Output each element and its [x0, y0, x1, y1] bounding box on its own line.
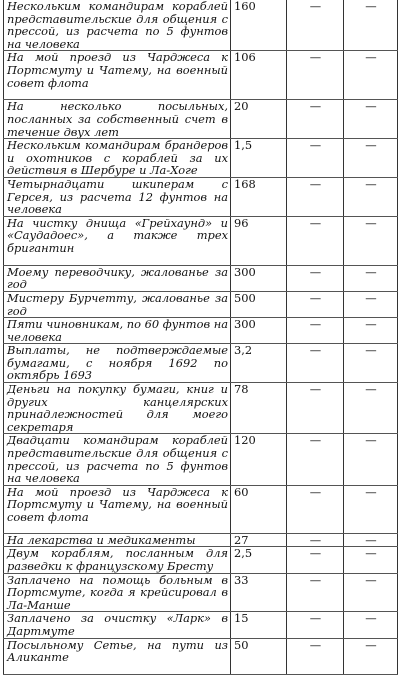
empty-column-cell: —	[287, 51, 344, 100]
table-row	[4, 139, 398, 178]
table-row	[4, 51, 398, 100]
empty-column-cell: —	[287, 638, 344, 674]
amount-cell: 106	[231, 51, 287, 100]
description-cell: Нескольким командирам брандеров и охотников с кораблей за их действия в Шербуре и Ла-Хоге	[4, 139, 231, 178]
table-row	[4, 344, 398, 383]
expense-ledger-table	[3, 0, 398, 675]
empty-column-cell: —	[344, 100, 398, 139]
empty-column-cell: —	[344, 177, 398, 216]
description-cell: Посыльному Сетье, на пути из Аликанте	[4, 638, 231, 674]
empty-column-cell: —	[287, 291, 344, 317]
table-row	[4, 265, 398, 291]
amount-cell: 20	[231, 100, 287, 139]
empty-column-cell: —	[344, 51, 398, 100]
empty-column-cell: —	[344, 573, 398, 612]
description-cell: На чистку днища «Грейхаунд» и «Саудадоес», а также трех бригантин	[4, 216, 231, 265]
empty-column-cell: —	[287, 344, 344, 383]
amount-cell: 120	[231, 434, 287, 485]
table-row	[4, 318, 398, 344]
empty-column-cell: —	[287, 533, 344, 547]
empty-column-cell: —	[287, 383, 344, 434]
empty-column-cell: —	[287, 573, 344, 612]
amount-cell: 300	[231, 265, 287, 291]
table-row	[4, 533, 398, 547]
empty-column-cell: —	[344, 638, 398, 674]
empty-column-cell: —	[344, 139, 398, 178]
empty-column-cell: —	[287, 100, 344, 139]
empty-column-cell: —	[344, 383, 398, 434]
table-row	[4, 573, 398, 612]
empty-column-cell: —	[287, 434, 344, 485]
description-cell: Четырнадцати шкиперам с Герсея, из расчета 12 фунтов на человека	[4, 177, 231, 216]
amount-cell: 160	[231, 0, 287, 51]
description-cell: На лекарства и медикаменты	[4, 533, 231, 547]
description-cell: Заплачено за очистку «Ларк» в Дартмуте	[4, 612, 231, 638]
amount-cell: 500	[231, 291, 287, 317]
amount-cell: 78	[231, 383, 287, 434]
empty-column-cell: —	[287, 216, 344, 265]
amount-cell: 96	[231, 216, 287, 265]
amount-cell: 3,2	[231, 344, 287, 383]
description-cell: Моему переводчику, жалованье за год	[4, 265, 231, 291]
ledger-body	[4, 0, 398, 674]
empty-column-cell: —	[344, 485, 398, 533]
description-cell: Пяти чиновникам, по 60 фунтов на человека	[4, 318, 231, 344]
empty-column-cell: —	[344, 344, 398, 383]
empty-column-cell: —	[287, 265, 344, 291]
table-row	[4, 485, 398, 533]
table-row	[4, 100, 398, 139]
description-cell: На мой проезд из Чарджеса к Портсмуту и Чатему, на военный совет флота	[4, 485, 231, 533]
description-cell: Двум кораблям, посланным для разведки к французскому Бресту	[4, 547, 231, 573]
empty-column-cell: —	[344, 612, 398, 638]
empty-column-cell: —	[344, 216, 398, 265]
table-row	[4, 0, 398, 51]
empty-column-cell: —	[344, 0, 398, 51]
empty-column-cell: —	[287, 485, 344, 533]
empty-column-cell: —	[287, 139, 344, 178]
amount-cell: 50	[231, 638, 287, 674]
description-cell: Мистеру Бурчетту, жалованье за год	[4, 291, 231, 317]
table-row	[4, 216, 398, 265]
table-row	[4, 638, 398, 674]
empty-column-cell: —	[344, 547, 398, 573]
table-row	[4, 547, 398, 573]
empty-column-cell: —	[287, 0, 344, 51]
table-row	[4, 383, 398, 434]
empty-column-cell: —	[287, 318, 344, 344]
amount-cell: 15	[231, 612, 287, 638]
amount-cell: 27	[231, 533, 287, 547]
amount-cell: 1,5	[231, 139, 287, 178]
amount-cell: 300	[231, 318, 287, 344]
empty-column-cell: —	[344, 533, 398, 547]
amount-cell: 2,5	[231, 547, 287, 573]
amount-cell: 60	[231, 485, 287, 533]
description-cell: На мой проезд из Чарджеса к Портсмуту и Чатему, на военный совет флота	[4, 51, 231, 100]
empty-column-cell: —	[287, 612, 344, 638]
table-row	[4, 291, 398, 317]
description-cell: На несколько посыльных, посланных за собственный счет в течение двух лет	[4, 100, 231, 139]
description-cell: Нескольким командирам кораблей представительские для общения с прессой, из расчета по 5 фунтов на человека	[4, 0, 231, 51]
empty-column-cell: —	[287, 177, 344, 216]
table-row	[4, 177, 398, 216]
empty-column-cell: —	[344, 291, 398, 317]
empty-column-cell: —	[344, 265, 398, 291]
empty-column-cell: —	[344, 434, 398, 485]
amount-cell: 168	[231, 177, 287, 216]
description-cell: Заплачено на помощь больным в Портсмуте, когда я крейсировал в Ла-Манше	[4, 573, 231, 612]
empty-column-cell: —	[344, 318, 398, 344]
description-cell: Деньги на покупку бумаги, книг и других канцелярских принадлежностей для моего секретаря	[4, 383, 231, 434]
amount-cell: 33	[231, 573, 287, 612]
description-cell: Двадцати командирам кораблей представительские для общения с прессой, из расчета по 5 фунтов на человека	[4, 434, 231, 485]
table-row	[4, 612, 398, 638]
table-row	[4, 434, 398, 485]
empty-column-cell: —	[287, 547, 344, 573]
description-cell: Выплаты, не подтверждаемые бумагами, с ноября 1692 по октябрь 1693	[4, 344, 231, 383]
